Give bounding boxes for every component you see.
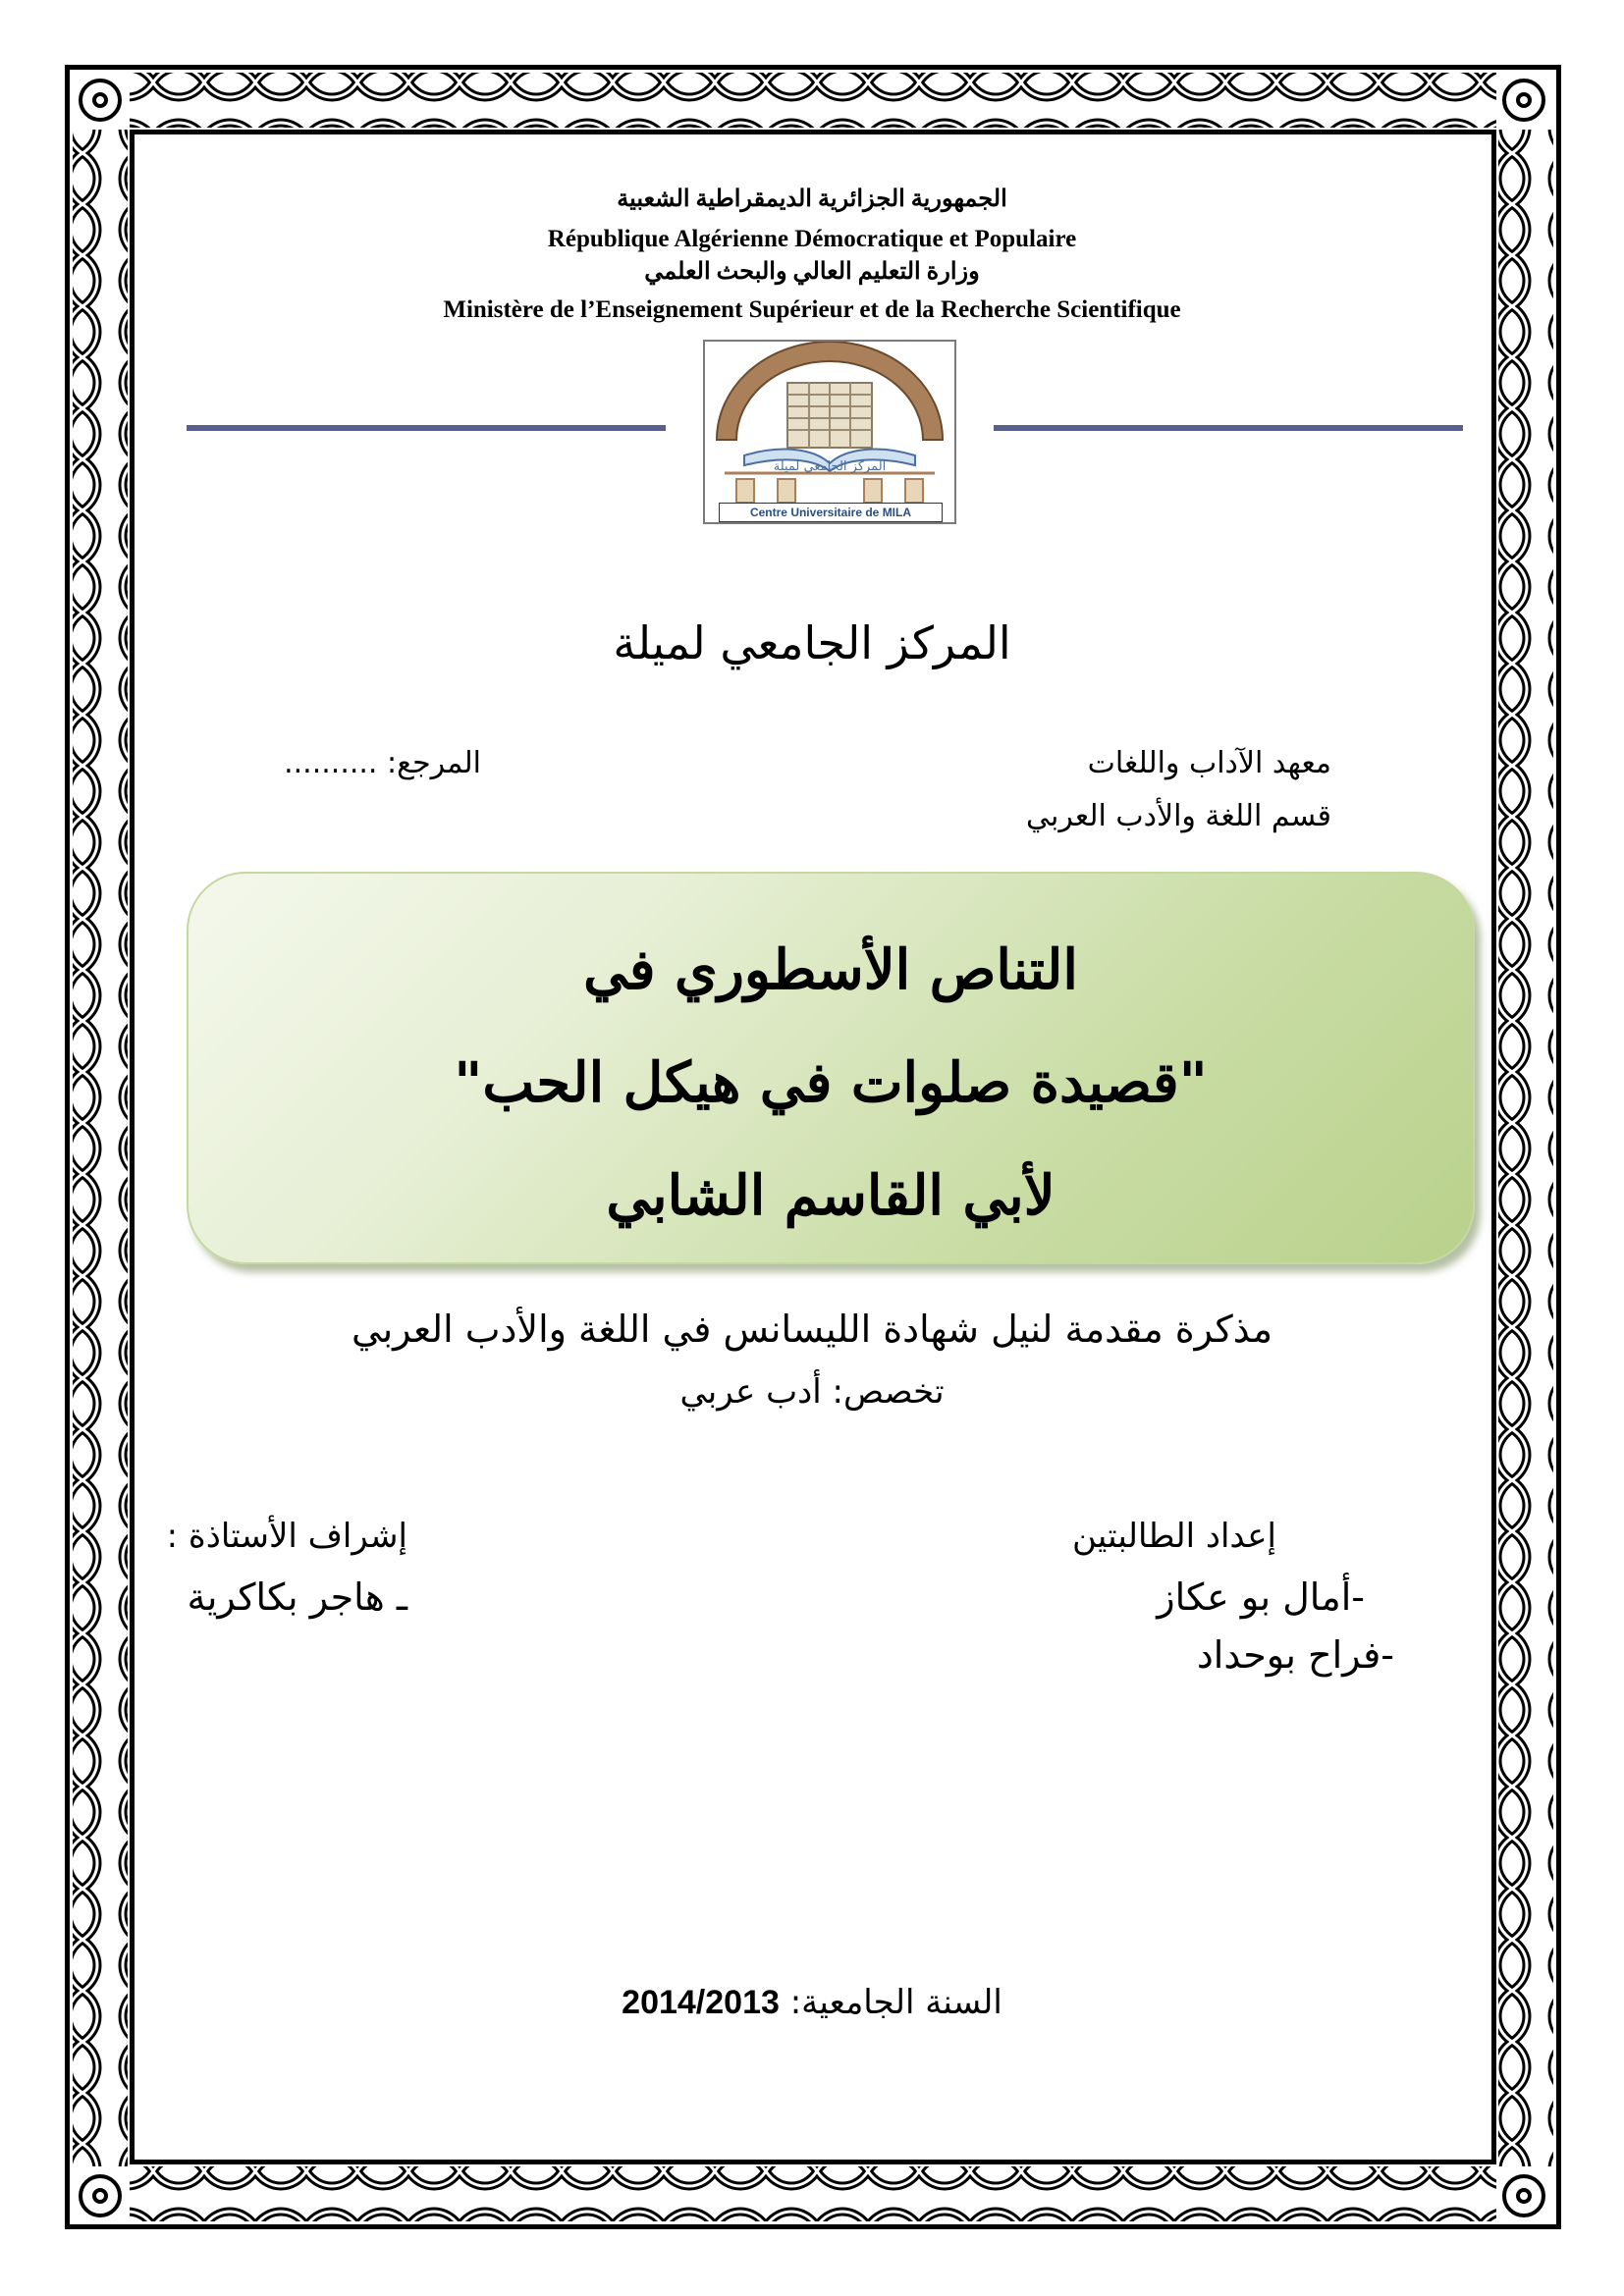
thesis-title-line-3: لأبي القاسم الشابي — [606, 1163, 1056, 1228]
logo-inscription: المركز الجامعي لميلة — [773, 459, 887, 474]
department-name: قسم اللغة والأدب العربي — [1025, 799, 1331, 833]
academic-year — [0, 1983, 1624, 2022]
corner-ornament-bottom-right — [1502, 2174, 1545, 2217]
supervisor-heading: إشراف الأستاذة : — [166, 1517, 407, 1556]
thesis-title-line-1: التناص الأسطوري في — [583, 937, 1078, 1002]
students-heading: إعداد الطالبتين — [1071, 1517, 1276, 1556]
corner-ornament-bottom-left — [79, 2174, 122, 2217]
memo-description: مذكرة مقدمة لنيل شهادة الليسانس في اللغة والأدب العربي — [351, 1308, 1273, 1351]
corner-ornament-top-left — [79, 79, 122, 122]
institution-name: المركز الجامعي لميلة — [613, 616, 1011, 669]
thesis-title-line-2: "قصيدة صلوات في هيكل الحب" — [454, 1050, 1208, 1115]
horizontal-rule-right — [994, 425, 1463, 431]
student-name-1: -أمال بو عكاز — [1157, 1575, 1365, 1619]
republic-arabic: الجمهورية الجزائرية الديمقراطية الشعبية — [617, 187, 1007, 212]
university-logo — [703, 340, 956, 524]
republic-french: République Algérienne Démocratique et Populaire — [547, 226, 1077, 252]
building-arch-emblem — [705, 342, 954, 522]
reference-field: المرجع: .......... — [284, 746, 481, 780]
academic-year-value: 2014/2013 — [622, 1984, 780, 2021]
institute-name: معهد الآداب واللغات — [1087, 746, 1331, 780]
ministry-french: Ministère de l’Enseignement Supérieur et de la Recherche Scientifique — [443, 296, 1181, 323]
student-name-2: -فراح بوحداد — [1196, 1633, 1394, 1677]
academic-year-label: السنة الجامعية: — [789, 1983, 1002, 2022]
ministry-arabic: وزارة التعليم العالي والبحث العلمي — [644, 259, 980, 285]
supervisor-name: ـ هاجر بكاكرية — [187, 1575, 407, 1619]
horizontal-rule-left — [187, 425, 666, 431]
logo-caption: Centre Universitaire de MILA — [719, 503, 943, 522]
corner-ornament-top-right — [1502, 79, 1545, 122]
specialty: تخصص: أدب عربي — [679, 1372, 945, 1412]
